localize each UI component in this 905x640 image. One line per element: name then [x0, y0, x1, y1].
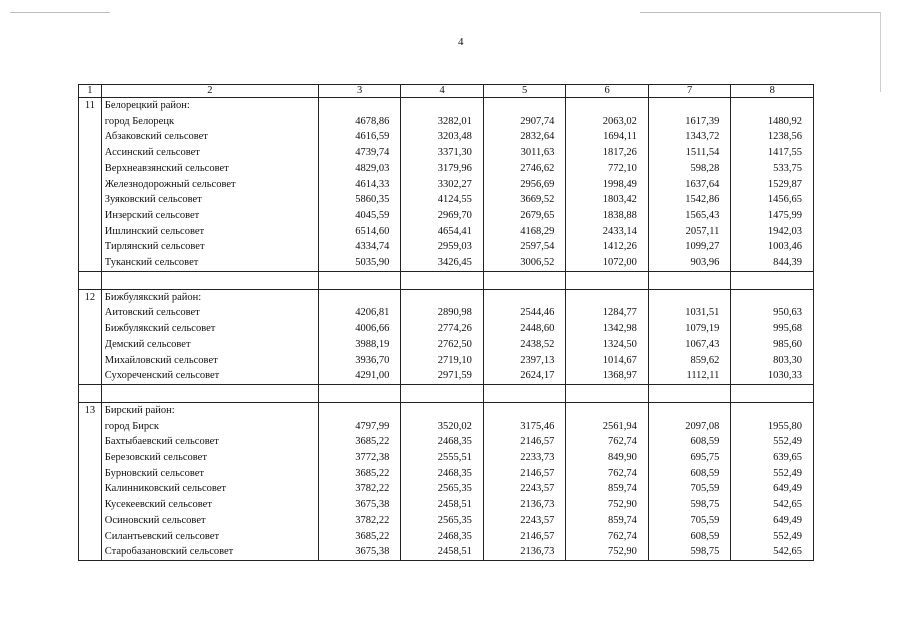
value-cell: 1511,54 — [685, 147, 720, 159]
value-cell: 1343,72 — [685, 131, 720, 143]
value-cell: 649,49 — [773, 514, 802, 526]
value-cell: 2448,60 — [520, 323, 555, 335]
value-cell: 3282,01 — [437, 115, 472, 127]
header-cell: 4 — [401, 85, 484, 98]
value-cell: 2832,64 — [520, 131, 555, 143]
value-cell: 2890,98 — [437, 307, 472, 319]
value-column-6 — [566, 98, 649, 272]
value-cell: 1342,98 — [602, 323, 637, 335]
value-cell: 4614,33 — [355, 178, 390, 190]
value-cell: 1417,55 — [767, 147, 802, 159]
value-cell: 2544,46 — [520, 307, 555, 319]
title-spacer — [404, 98, 480, 114]
value-cell: 995,68 — [773, 323, 802, 335]
value-cell: 3782,22 — [355, 483, 390, 495]
value-cell: 2146,57 — [520, 467, 555, 479]
value-cell: 1456,65 — [767, 194, 802, 206]
title-spacer — [569, 290, 645, 306]
value-cell: 4291,00 — [355, 370, 390, 382]
value-cell: 1079,19 — [685, 323, 720, 335]
value-cell: 2555,51 — [437, 452, 472, 464]
value-cell: 705,59 — [690, 514, 720, 526]
value-cell: 1838,88 — [602, 209, 637, 221]
value-cell: 849,90 — [608, 452, 637, 464]
value-cell: 752,90 — [608, 499, 637, 511]
scan-edge-right — [640, 12, 880, 13]
spacer-cell — [566, 384, 649, 402]
value-cell: 985,60 — [773, 338, 802, 350]
value-cell: 3685,22 — [355, 530, 390, 542]
header-row — [79, 85, 814, 98]
value-cell: 1694,11 — [603, 131, 637, 143]
value-cell: 859,74 — [608, 514, 637, 526]
settlement-names — [101, 289, 318, 384]
value-cell: 3175,46 — [520, 420, 555, 432]
title-spacer — [569, 98, 645, 114]
title-spacer — [734, 290, 810, 306]
spacer-cell — [731, 271, 814, 289]
district-group-row — [79, 402, 814, 560]
value-column-5 — [483, 289, 566, 384]
value-cell: 2679,65 — [520, 209, 555, 221]
settlement-name: Калинниковский сельсовет — [104, 483, 227, 495]
settlement-name: Верхнеавзянский сельсовет — [104, 162, 229, 174]
value-column-8 — [731, 402, 814, 560]
spacer-cell — [648, 384, 731, 402]
value-column-5 — [483, 402, 566, 560]
value-cell: 1031,51 — [685, 307, 720, 319]
value-cell: 4654,41 — [437, 225, 472, 237]
header-cell: 5 — [483, 85, 566, 98]
value-cell: 3426,45 — [437, 257, 472, 269]
value-cell: 2762,50 — [437, 338, 472, 350]
district-number: 11 — [79, 98, 102, 272]
value-cell: 608,59 — [690, 467, 720, 479]
header-cell: 1 — [79, 85, 102, 98]
tariff-table — [78, 84, 814, 561]
settlement-name: город Белорецк — [104, 115, 175, 127]
value-cell: 598,75 — [690, 546, 720, 558]
spacer-cell — [483, 271, 566, 289]
settlement-names — [101, 402, 318, 560]
header-cell: 2 — [101, 85, 318, 98]
value-cell: 4829,03 — [355, 162, 390, 174]
value-cell: 5860,35 — [355, 194, 390, 206]
scan-edge-left — [10, 12, 110, 13]
spacer-cell — [566, 271, 649, 289]
spacer-cell — [318, 271, 401, 289]
value-column-7 — [648, 98, 731, 272]
value-column-5 — [483, 98, 566, 272]
title-spacer — [734, 98, 810, 114]
value-cell: 1475,99 — [767, 209, 802, 221]
value-cell: 2243,57 — [520, 514, 555, 526]
value-cell: 705,59 — [690, 483, 720, 495]
value-cell: 2063,02 — [602, 115, 637, 127]
value-cell: 1817,26 — [602, 147, 637, 159]
title-spacer — [487, 403, 563, 419]
title-spacer — [322, 98, 398, 114]
value-cell: 762,74 — [608, 436, 637, 448]
value-cell: 2565,35 — [437, 514, 472, 526]
value-cell: 752,90 — [608, 546, 637, 558]
value-cell: 950,63 — [773, 307, 802, 319]
value-cell: 2746,62 — [520, 162, 555, 174]
spacer-cell — [648, 271, 731, 289]
value-cell: 2969,70 — [437, 209, 472, 221]
district-title: Белорецкий район: — [104, 100, 190, 111]
table-header — [79, 85, 814, 98]
value-cell: 2136,73 — [520, 546, 555, 558]
settlement-name: Железнодорожный сельсовет — [104, 178, 236, 190]
group-spacer-row — [79, 384, 814, 402]
value-column-3 — [318, 289, 401, 384]
value-cell: 4797,99 — [355, 420, 390, 432]
spacer-cell — [79, 271, 102, 289]
value-cell: 859,74 — [608, 483, 637, 495]
value-cell: 6514,60 — [355, 225, 390, 237]
value-column-7 — [648, 402, 731, 560]
value-cell: 3936,70 — [355, 354, 390, 366]
value-cell: 2597,54 — [520, 241, 555, 253]
settlement-name: Туканский сельсовет — [104, 257, 199, 269]
settlement-name: Ишлинский сельсовет — [104, 225, 205, 237]
value-cell: 1284,77 — [602, 307, 637, 319]
spacer-cell — [483, 384, 566, 402]
value-column-3 — [318, 402, 401, 560]
settlement-name: Демский сельсовет — [104, 338, 191, 350]
value-cell: 552,49 — [773, 467, 802, 479]
spacer-cell — [731, 384, 814, 402]
value-cell: 2624,17 — [520, 370, 555, 382]
value-cell: 1955,80 — [767, 420, 802, 432]
spacer-cell — [79, 384, 102, 402]
value-cell: 1998,49 — [602, 178, 637, 190]
value-cell: 2433,14 — [602, 225, 637, 237]
value-cell: 2146,57 — [520, 530, 555, 542]
settlement-names — [101, 98, 318, 272]
value-column-8 — [731, 98, 814, 272]
title-spacer — [487, 290, 563, 306]
district-number: 12 — [79, 289, 102, 384]
value-cell: 598,28 — [690, 162, 720, 174]
value-cell: 3302,27 — [437, 178, 472, 190]
settlement-name: Бурновский сельсовет — [104, 467, 204, 479]
settlement-name: Силантьевский сельсовет — [104, 530, 220, 542]
scan-edge-vertical — [880, 12, 881, 92]
value-cell: 1412,26 — [602, 241, 637, 253]
district-title: Бижбулякский район: — [104, 291, 202, 303]
value-cell: 1324,50 — [602, 338, 637, 350]
value-cell: 3772,38 — [355, 452, 390, 464]
value-cell: 2243,57 — [520, 483, 555, 495]
value-cell: 2097,08 — [685, 420, 720, 432]
title-spacer — [652, 98, 728, 114]
title-spacer — [652, 403, 728, 419]
value-cell: 1529,87 — [767, 178, 802, 190]
value-cell: 1617,39 — [685, 115, 720, 127]
value-column-6 — [566, 289, 649, 384]
value-cell: 2774,26 — [437, 323, 472, 335]
district-group-row — [79, 289, 814, 384]
value-cell: 3988,19 — [355, 338, 390, 350]
value-cell: 3685,22 — [355, 436, 390, 448]
value-column-6 — [566, 402, 649, 560]
value-cell: 4206,81 — [355, 307, 390, 319]
value-cell: 2146,57 — [520, 436, 555, 448]
value-cell: 2468,35 — [437, 467, 472, 479]
value-cell: 2136,73 — [520, 499, 555, 511]
value-cell: 1112,11 — [686, 370, 720, 382]
value-cell: 1942,03 — [767, 225, 802, 237]
header-cell: 3 — [318, 85, 401, 98]
value-cell: 4616,59 — [355, 131, 390, 143]
value-cell: 649,49 — [773, 483, 802, 495]
value-cell: 2907,74 — [520, 115, 555, 127]
value-column-4 — [401, 402, 484, 560]
settlement-name: Ассинский сельсовет — [104, 147, 200, 159]
value-cell: 3203,48 — [437, 131, 472, 143]
value-cell: 639,65 — [773, 452, 802, 464]
title-spacer — [322, 290, 398, 306]
value-cell: 4006,66 — [355, 323, 390, 335]
value-cell: 2956,69 — [520, 178, 555, 190]
value-column-3 — [318, 98, 401, 272]
value-cell: 1565,43 — [685, 209, 720, 221]
spacer-cell — [101, 384, 318, 402]
value-cell: 859,62 — [690, 354, 720, 366]
value-cell: 1803,42 — [602, 194, 637, 206]
settlement-name: Осиновский сельсовет — [104, 514, 206, 526]
value-cell: 598,75 — [690, 499, 720, 511]
settlement-name: город Бирск — [104, 420, 159, 432]
settlement-name: Старобазановский сельсовет — [104, 546, 234, 558]
settlement-name: Бижбулякский сельсовет — [104, 323, 216, 335]
value-cell: 2458,51 — [437, 546, 472, 558]
value-cell: 1014,67 — [602, 354, 637, 366]
value-cell: 1072,00 — [602, 257, 637, 269]
title-spacer — [569, 403, 645, 419]
value-cell: 542,65 — [773, 546, 802, 558]
value-cell: 4334,74 — [355, 241, 390, 253]
group-spacer-row — [79, 271, 814, 289]
settlement-name: Сухореченский сельсовет — [104, 370, 220, 382]
value-cell: 5035,90 — [355, 257, 390, 269]
value-cell: 3675,38 — [355, 499, 390, 511]
value-cell: 1637,64 — [685, 178, 720, 190]
value-cell: 803,30 — [773, 354, 802, 366]
value-cell: 844,39 — [773, 257, 802, 269]
value-cell: 4124,55 — [437, 194, 472, 206]
value-cell: 3371,30 — [437, 147, 472, 159]
value-cell: 4168,29 — [520, 225, 555, 237]
value-cell: 2719,10 — [437, 354, 472, 366]
table-body — [79, 98, 814, 561]
value-cell: 2561,94 — [602, 420, 637, 432]
value-cell: 772,10 — [608, 162, 637, 174]
value-column-4 — [401, 289, 484, 384]
value-cell: 1067,43 — [685, 338, 720, 350]
value-cell: 3669,52 — [520, 194, 555, 206]
settlement-name: Березовский сельсовет — [104, 452, 207, 464]
value-cell: 4678,86 — [355, 115, 390, 127]
spacer-cell — [401, 384, 484, 402]
value-cell: 3006,52 — [520, 257, 555, 269]
title-spacer — [487, 98, 563, 114]
value-cell: 2468,35 — [437, 530, 472, 542]
value-cell: 2438,52 — [520, 338, 555, 350]
value-cell: 542,65 — [773, 499, 802, 511]
value-cell: 762,74 — [608, 467, 637, 479]
value-cell: 4045,59 — [355, 209, 390, 221]
header-cell: 7 — [648, 85, 731, 98]
district-number: 13 — [79, 402, 102, 560]
value-cell: 762,74 — [608, 530, 637, 542]
value-cell: 2468,35 — [437, 436, 472, 448]
value-cell: 3179,96 — [437, 162, 472, 174]
value-cell: 1003,46 — [767, 241, 802, 253]
value-column-8 — [731, 289, 814, 384]
value-cell: 2233,73 — [520, 452, 555, 464]
header-cell: 8 — [731, 85, 814, 98]
value-cell: 2959,03 — [437, 241, 472, 253]
spacer-cell — [101, 271, 318, 289]
value-cell: 533,75 — [773, 162, 802, 174]
value-cell: 608,59 — [690, 530, 720, 542]
value-cell: 552,49 — [773, 436, 802, 448]
settlement-name: Аитовский сельсовет — [104, 307, 200, 319]
value-cell: 2565,35 — [437, 483, 472, 495]
title-spacer — [652, 290, 728, 306]
value-cell: 3011,63 — [520, 147, 555, 159]
settlement-name: Зуяковский сельсовет — [104, 194, 202, 206]
title-spacer — [404, 290, 480, 306]
settlement-name: Кусекеевский сельсовет — [104, 499, 212, 511]
value-cell: 3675,38 — [355, 546, 390, 558]
spacer-cell — [318, 384, 401, 402]
value-cell: 3520,02 — [437, 420, 472, 432]
value-column-4 — [401, 98, 484, 272]
value-cell: 2397,13 — [520, 354, 555, 366]
value-cell: 4739,74 — [355, 147, 390, 159]
value-cell: 3685,22 — [355, 467, 390, 479]
district-title: Бирский район: — [104, 404, 175, 416]
title-spacer — [404, 403, 480, 419]
settlement-name: Бахтыбаевский сельсовет — [104, 436, 219, 448]
value-cell: 1368,97 — [602, 370, 637, 382]
value-cell: 2057,11 — [685, 225, 720, 237]
value-cell: 695,75 — [690, 452, 720, 464]
value-cell: 552,49 — [773, 530, 802, 542]
value-cell: 1099,27 — [685, 241, 720, 253]
page-number: 4 — [458, 36, 464, 48]
value-column-7 — [648, 289, 731, 384]
spacer-cell — [401, 271, 484, 289]
settlement-name: Абзаковский сельсовет — [104, 131, 208, 143]
value-cell: 2458,51 — [437, 499, 472, 511]
title-spacer — [734, 403, 810, 419]
value-cell: 903,96 — [690, 257, 720, 269]
value-cell: 1238,56 — [767, 131, 802, 143]
title-spacer — [322, 403, 398, 419]
value-cell: 3782,22 — [355, 514, 390, 526]
value-cell: 1030,33 — [767, 370, 802, 382]
value-cell: 2971,59 — [437, 370, 472, 382]
district-group-row — [79, 98, 814, 272]
settlement-name: Инзерский сельсовет — [104, 209, 200, 221]
value-cell: 1480,92 — [767, 115, 802, 127]
value-cell: 608,59 — [690, 436, 720, 448]
value-cell: 1542,86 — [685, 194, 720, 206]
settlement-name: Михайловский сельсовет — [104, 354, 218, 366]
header-cell: 6 — [566, 85, 649, 98]
settlement-name: Тирлянский сельсовет — [104, 241, 205, 253]
